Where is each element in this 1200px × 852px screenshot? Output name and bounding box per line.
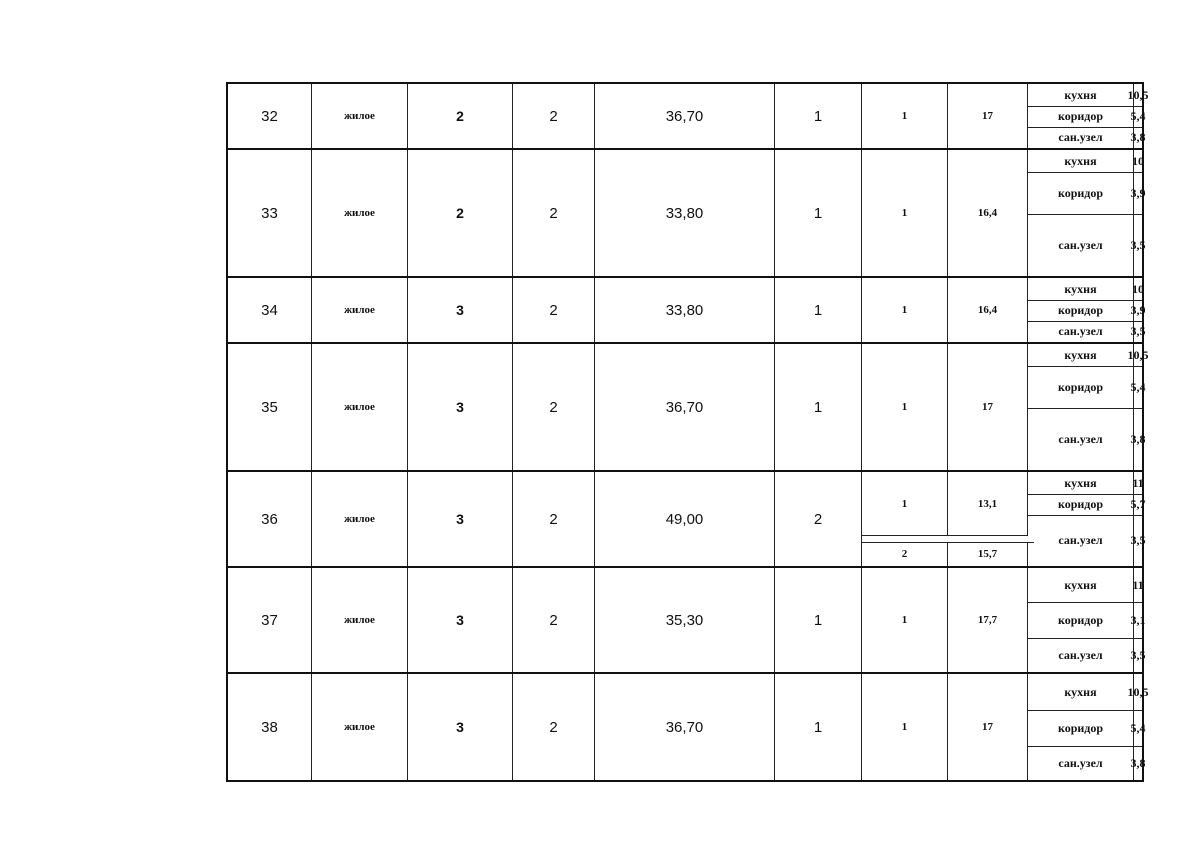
aux-room-label: коридор bbox=[1028, 300, 1134, 321]
column-3-value: 3 bbox=[408, 344, 513, 470]
aux-room-label: кухня bbox=[1028, 472, 1134, 494]
aux-room-label: кухня bbox=[1028, 150, 1134, 172]
aux-room-area: 3,8 bbox=[1130, 755, 1146, 770]
auxiliary-rooms bbox=[1028, 84, 1149, 148]
auxiliary-rooms bbox=[1028, 278, 1146, 342]
room-count: 1 bbox=[775, 344, 862, 470]
total-area: 36,70 bbox=[595, 84, 775, 148]
premises-type: жилое bbox=[312, 344, 408, 470]
table-row bbox=[228, 568, 1146, 672]
aux-room-label: сан.узел bbox=[1028, 127, 1134, 148]
aux-room-label: сан.узел bbox=[1028, 638, 1134, 672]
total-area: 33,80 bbox=[595, 278, 775, 342]
premises-type: жилое bbox=[312, 472, 408, 566]
room-area: 17,7 bbox=[948, 568, 1028, 672]
column-4-value: 2 bbox=[513, 150, 595, 276]
aux-room-area: 5,7 bbox=[1130, 497, 1146, 511]
aux-room-area: 3,1 bbox=[1130, 612, 1146, 627]
column-3-value: 3 bbox=[408, 568, 513, 672]
room-area: 17 bbox=[948, 84, 1028, 148]
aux-room-label: сан.узел bbox=[1028, 321, 1134, 342]
apartment-number: 34 bbox=[228, 278, 312, 342]
table-row bbox=[228, 674, 1149, 780]
room-2-number: 2 bbox=[862, 542, 948, 566]
premises-type: жилое bbox=[312, 674, 408, 780]
room-area: 16,4 bbox=[948, 150, 1028, 276]
room-number: 1 bbox=[862, 278, 948, 342]
room-count: 1 bbox=[775, 84, 862, 148]
room-number: 1 bbox=[862, 344, 948, 470]
aux-room-label: кухня bbox=[1028, 568, 1134, 602]
room-count: 1 bbox=[775, 150, 862, 276]
auxiliary-rooms bbox=[1028, 674, 1149, 780]
aux-room-label: коридор bbox=[1028, 710, 1134, 746]
table-row bbox=[228, 84, 1149, 148]
apartment-table bbox=[226, 82, 1149, 782]
apartment-number: 33 bbox=[228, 150, 312, 276]
aux-room-label: коридор bbox=[1028, 602, 1134, 638]
column-3-value: 2 bbox=[408, 150, 513, 276]
room-number: 1 bbox=[862, 84, 948, 148]
room-number: 1 bbox=[862, 674, 948, 780]
aux-room-label: сан.узел bbox=[1028, 746, 1134, 780]
auxiliary-rooms bbox=[1028, 568, 1146, 672]
aux-room-area: 5,4 bbox=[1130, 720, 1146, 735]
column-4-value: 2 bbox=[513, 344, 595, 470]
room-area: 17 bbox=[948, 674, 1028, 780]
column-3-value: 2 bbox=[408, 84, 513, 148]
total-area: 36,70 bbox=[595, 344, 775, 470]
column-4-value: 2 bbox=[513, 568, 595, 672]
room-2-area: 15,7 bbox=[948, 542, 1028, 566]
room-number: 1 bbox=[862, 568, 948, 672]
aux-room-label: кухня bbox=[1028, 344, 1134, 366]
premises-type: жилое bbox=[312, 568, 408, 672]
room-area: 13,1 bbox=[948, 472, 1028, 536]
column-4-value: 2 bbox=[513, 84, 595, 148]
aux-room-area: 3,5 bbox=[1130, 324, 1146, 338]
room-area: 17 bbox=[948, 344, 1028, 470]
aux-room-area: 10 bbox=[1132, 153, 1144, 168]
aux-room-area: 11 bbox=[1132, 577, 1144, 592]
aux-room-area: 5,4 bbox=[1130, 379, 1146, 394]
column-4-value: 2 bbox=[513, 278, 595, 342]
total-area: 36,70 bbox=[595, 674, 775, 780]
aux-room-label: кухня bbox=[1028, 84, 1134, 106]
total-area: 49,00 bbox=[595, 472, 775, 566]
table-row bbox=[228, 278, 1146, 342]
aux-room-area: 3,9 bbox=[1130, 303, 1146, 317]
total-area: 35,30 bbox=[595, 568, 775, 672]
table-row bbox=[228, 472, 1146, 566]
aux-room-area: 11 bbox=[1132, 475, 1144, 490]
table-row bbox=[228, 344, 1149, 470]
apartment-number: 36 bbox=[228, 472, 312, 566]
aux-room-area: 3,8 bbox=[1130, 130, 1146, 144]
aux-room-area: 10,5 bbox=[1127, 87, 1149, 102]
column-3-value: 3 bbox=[408, 674, 513, 780]
aux-room-label: сан.узел bbox=[1028, 515, 1134, 566]
aux-room-label: кухня bbox=[1028, 278, 1134, 300]
column-3-value: 3 bbox=[408, 472, 513, 566]
auxiliary-rooms bbox=[1028, 344, 1149, 470]
aux-room-label: коридор bbox=[1028, 494, 1134, 515]
aux-room-label: коридор bbox=[1028, 366, 1134, 408]
room-count: 1 bbox=[775, 568, 862, 672]
aux-room-area: 3,5 bbox=[1130, 533, 1146, 547]
aux-room-area: 3,5 bbox=[1130, 237, 1146, 252]
apartment-number: 37 bbox=[228, 568, 312, 672]
column-4-value: 2 bbox=[513, 674, 595, 780]
room-count: 2 bbox=[775, 472, 862, 566]
auxiliary-rooms bbox=[1028, 150, 1146, 276]
apartment-number: 32 bbox=[228, 84, 312, 148]
premises-type: жилое bbox=[312, 150, 408, 276]
apartment-number: 38 bbox=[228, 674, 312, 780]
aux-room-label: кухня bbox=[1028, 674, 1134, 710]
column-4-value: 2 bbox=[513, 472, 595, 566]
room-count: 1 bbox=[775, 674, 862, 780]
aux-room-label: коридор bbox=[1028, 106, 1134, 127]
aux-room-area: 3,8 bbox=[1130, 431, 1146, 446]
aux-room-label: коридор bbox=[1028, 172, 1134, 214]
room-count: 1 bbox=[775, 278, 862, 342]
aux-room-label: сан.узел bbox=[1028, 214, 1134, 276]
aux-room-area: 10 bbox=[1132, 281, 1144, 296]
column-3-value: 3 bbox=[408, 278, 513, 342]
aux-room-area: 10,5 bbox=[1127, 684, 1149, 699]
aux-room-area: 10,5 bbox=[1127, 347, 1149, 362]
total-area: 33,80 bbox=[595, 150, 775, 276]
auxiliary-rooms bbox=[1028, 472, 1146, 566]
premises-type: жилое bbox=[312, 84, 408, 148]
aux-room-label: сан.узел bbox=[1028, 408, 1134, 470]
apartment-number: 35 bbox=[228, 344, 312, 470]
room-number: 1 bbox=[862, 472, 948, 536]
aux-room-area: 5,4 bbox=[1130, 109, 1146, 123]
aux-room-area: 3,9 bbox=[1130, 185, 1146, 200]
room-area: 16,4 bbox=[948, 278, 1028, 342]
aux-room-area: 3,5 bbox=[1130, 647, 1146, 662]
room-number: 1 bbox=[862, 150, 948, 276]
premises-type: жилое bbox=[312, 278, 408, 342]
table-row bbox=[228, 150, 1146, 276]
